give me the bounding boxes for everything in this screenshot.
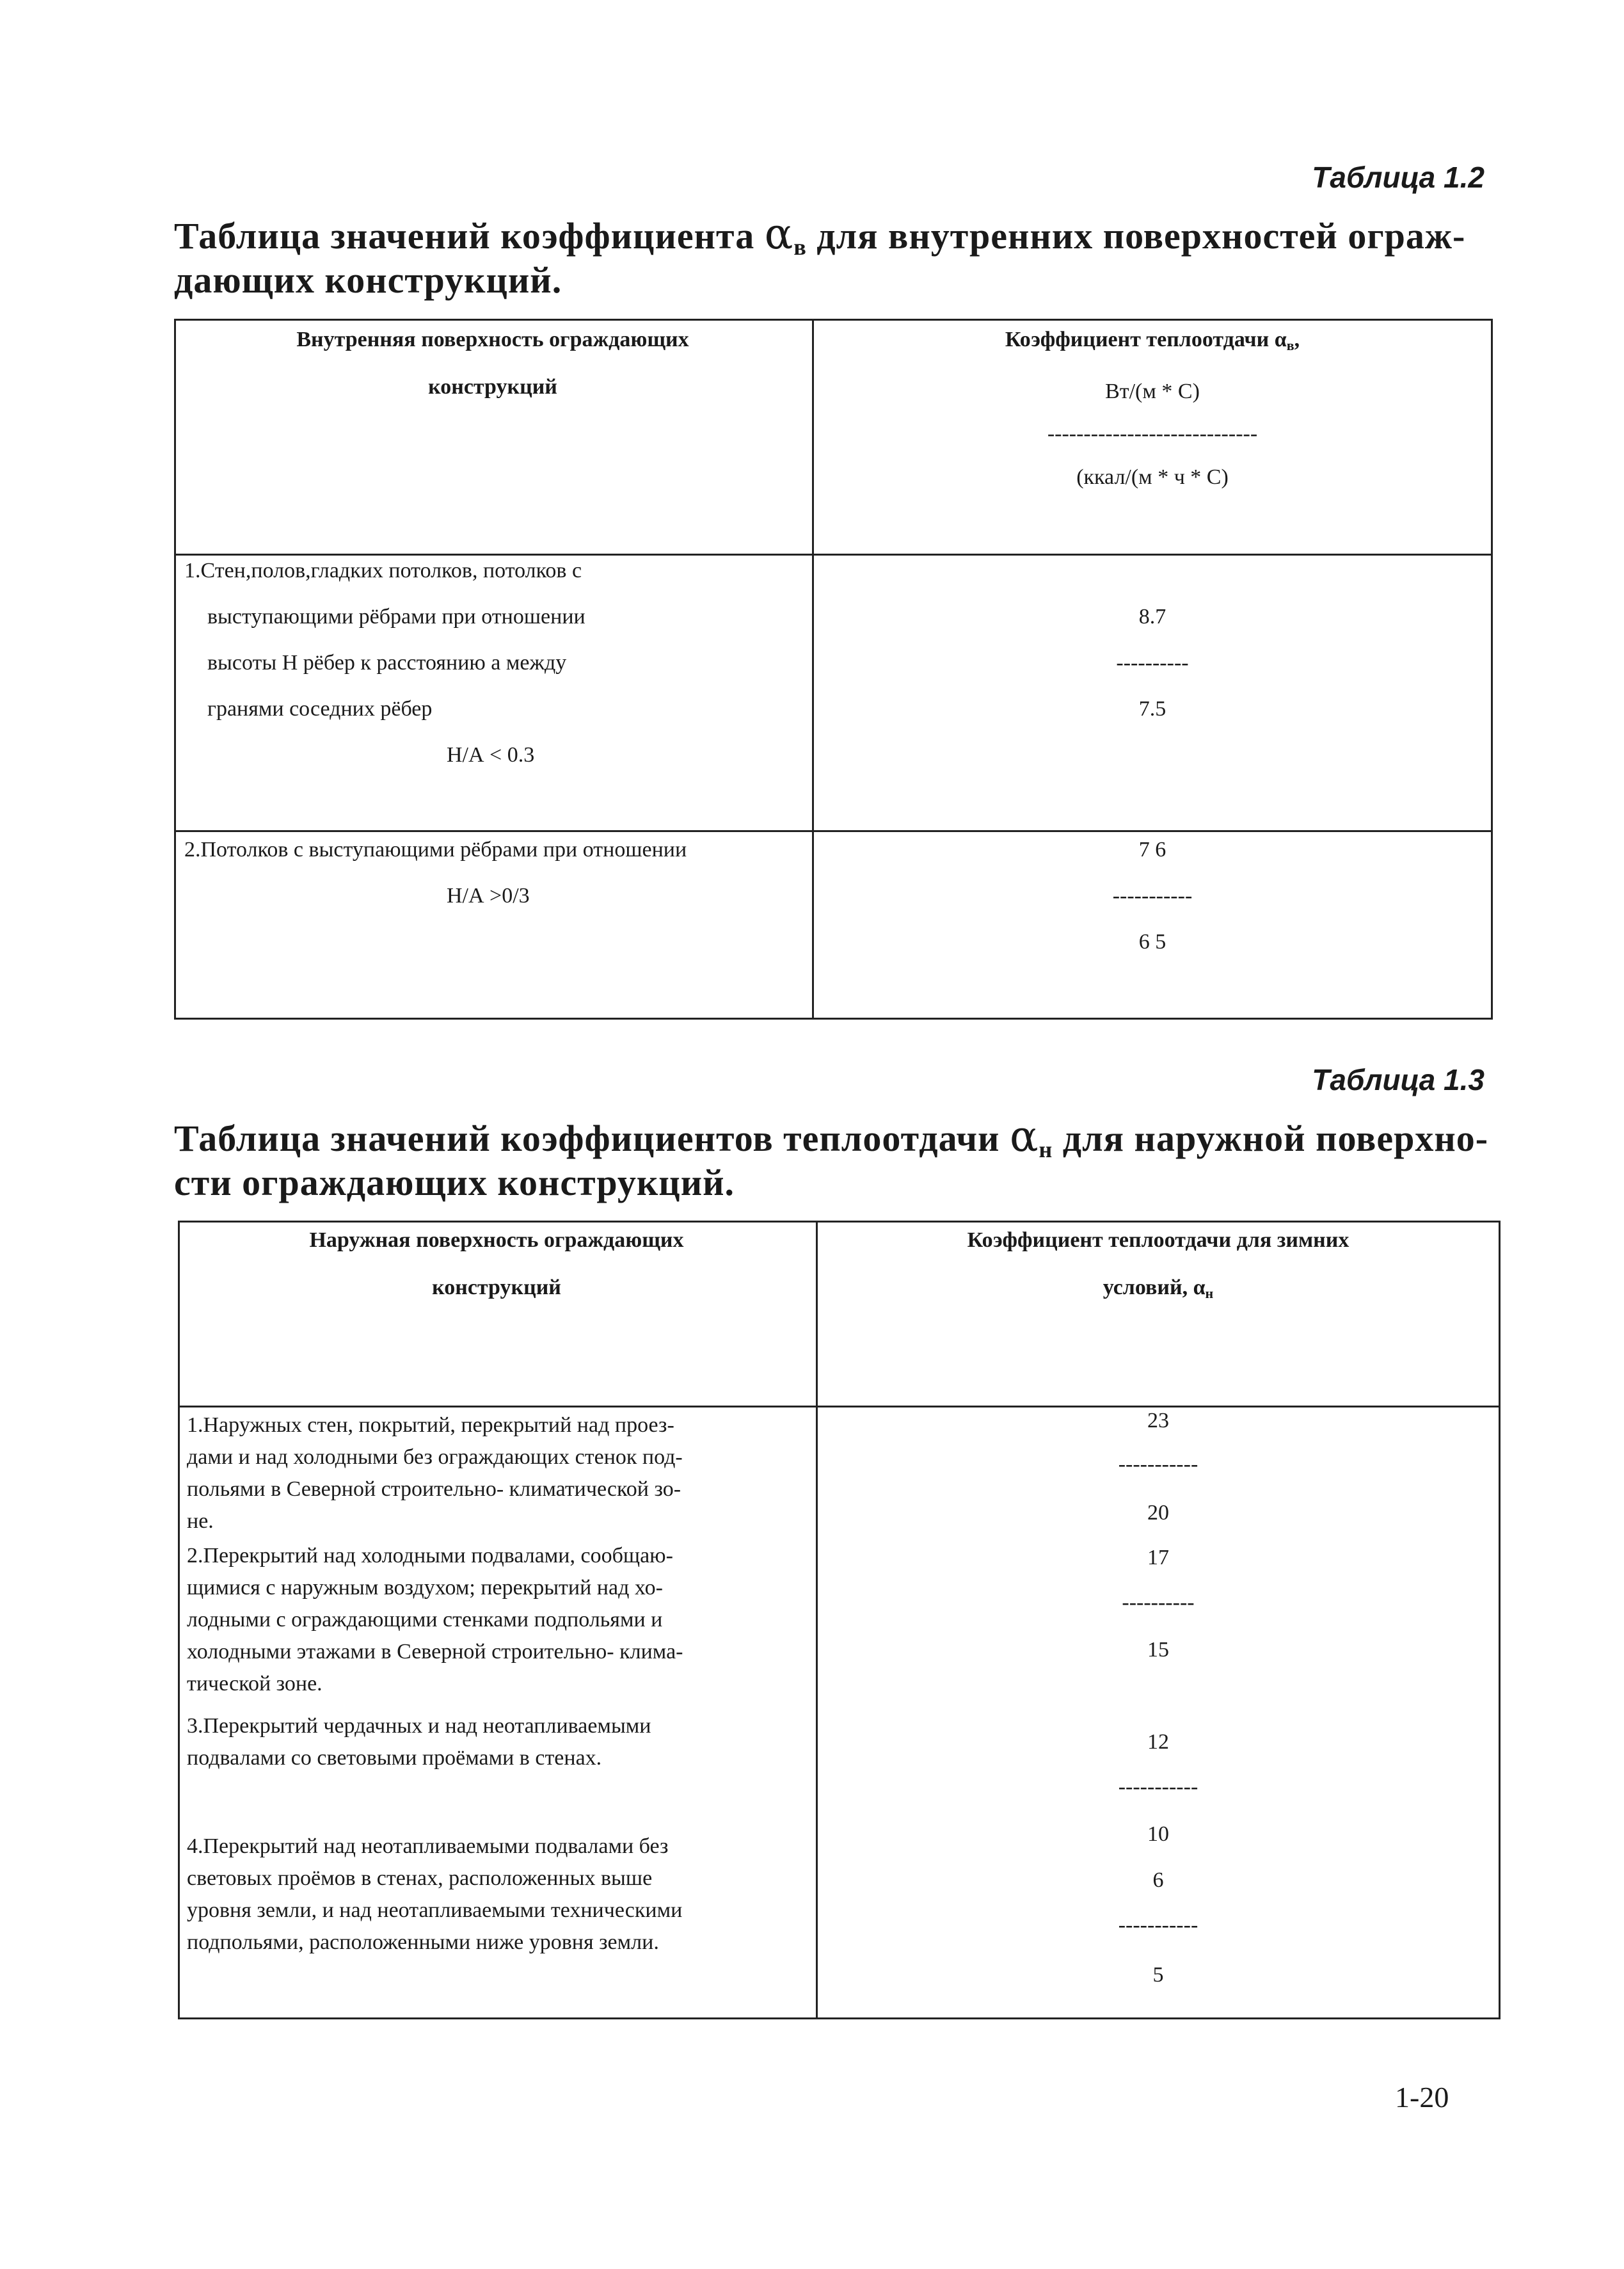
table-1-2-row-2-text: 2.Потолков с выступающими рёбрами при отношении Н/А >0/3 xyxy=(184,838,687,908)
table-1-3-row-1-text: 1.Наружных стен, покрытий, перекрытий над проез- дами и над холодными без ограждающих стенок под- польями в Северной строительно- климатической зо- не. xyxy=(187,1413,683,1533)
table-1-3-row-4-dashes: ----------- xyxy=(1118,1913,1198,1937)
table-1-2-col1-header: Внутренняя поверхность ограждающих конструкций xyxy=(296,328,689,399)
table-1-3-row-1-value-top: 23 xyxy=(1147,1409,1169,1432)
table-1-2-col2-header: Коэффициент теплоотдачи αв, Вт/(м * С) ----------------------------- (ккал/(м * ч * С) xyxy=(1005,328,1300,489)
table-1-3-row-3-dashes: ----------- xyxy=(1118,1775,1198,1799)
table-1-2-row-1-values: 8.7 ---------- 7.5 xyxy=(1116,605,1189,721)
table-1-3-row-1-dashes: ----------- xyxy=(1118,1452,1198,1476)
table-1-2-row-2-values: 7 6 ----------- 6 5 xyxy=(1112,838,1193,954)
table-1-3-title-line2: сти ограждающих конструкций. xyxy=(174,1162,735,1203)
table-1-2-title-line2: дающих конструкций. xyxy=(174,259,562,301)
page-number: 1-20 xyxy=(1395,2081,1449,2113)
table-1-2-row-1-text: 1.Стен,полов,гладких потолков, потолков с выступающими рёбрами при отношении высоты Н рёбер к расстоянию а между гранями соседних рёбер Н/А < 0.3 xyxy=(184,559,585,767)
table-1-3-row-1-value-bottom: 20 xyxy=(1147,1501,1169,1525)
table-1-3-row-4-value-top: 6 xyxy=(1152,1868,1164,1892)
table-1-3-row-4-text: 4.Перекрытий над неотапливаемыми подвалами без световых проёмов в стенах, расположенных выше уровня земли, и над неотапливаемыми техническими подпольями, расположенными ниже уровня земли. xyxy=(187,1834,683,1954)
table-1-3-row-3-value-bottom: 10 xyxy=(1147,1822,1169,1846)
table-1-3-label: Таблица 1.3 xyxy=(1312,1063,1485,1096)
table-1-3-title: Таблица значений коэффициентов теплоотдачи $\alpha_н$ для наружной поверхно- xyxy=(174,1112,1489,1162)
table-1-3-row-2-value-top: 17 xyxy=(1147,1546,1169,1569)
table-1-3-row-3-text: 3.Перекрытий чердачных и над неотапливаемыми подвалами со световыми проёмами в стенах. xyxy=(187,1714,651,1770)
table-1-3-col1-header: Наружная поверхность ограждающих конструкций xyxy=(309,1228,684,1299)
table-1-2-label: Таблица 1.2 xyxy=(1312,161,1485,194)
table-1-3-row-2-dashes: ---------- xyxy=(1122,1591,1195,1614)
table-1-3-row-3-value-top: 12 xyxy=(1147,1730,1169,1754)
table-1-2-title: Таблица значений коэффициента $\alpha_в$ для внутренних поверхностей ограж- xyxy=(174,209,1466,260)
table-1-3-row-4-value-bottom: 5 xyxy=(1152,1963,1164,1987)
alpha-symbol: α xyxy=(1009,1112,1039,1161)
table-1-3-col2-header: Коэффициент теплоотдачи для зимних условий, αн xyxy=(967,1228,1349,1301)
table-1-3-row-2-text: 2.Перекрытий над холодными подвалами, сообщаю- щимися с наружным воздухом; перекрытий над хо- лодными с ограждающими стенками подпольями и холодными этажами в Северной строительно- клима- тической зоне. xyxy=(187,1544,683,1696)
alpha-symbol: α xyxy=(764,209,794,259)
table-1-3-row-2-value-bottom: 15 xyxy=(1147,1638,1169,1662)
table-1-3-column-divider xyxy=(816,1221,818,2019)
